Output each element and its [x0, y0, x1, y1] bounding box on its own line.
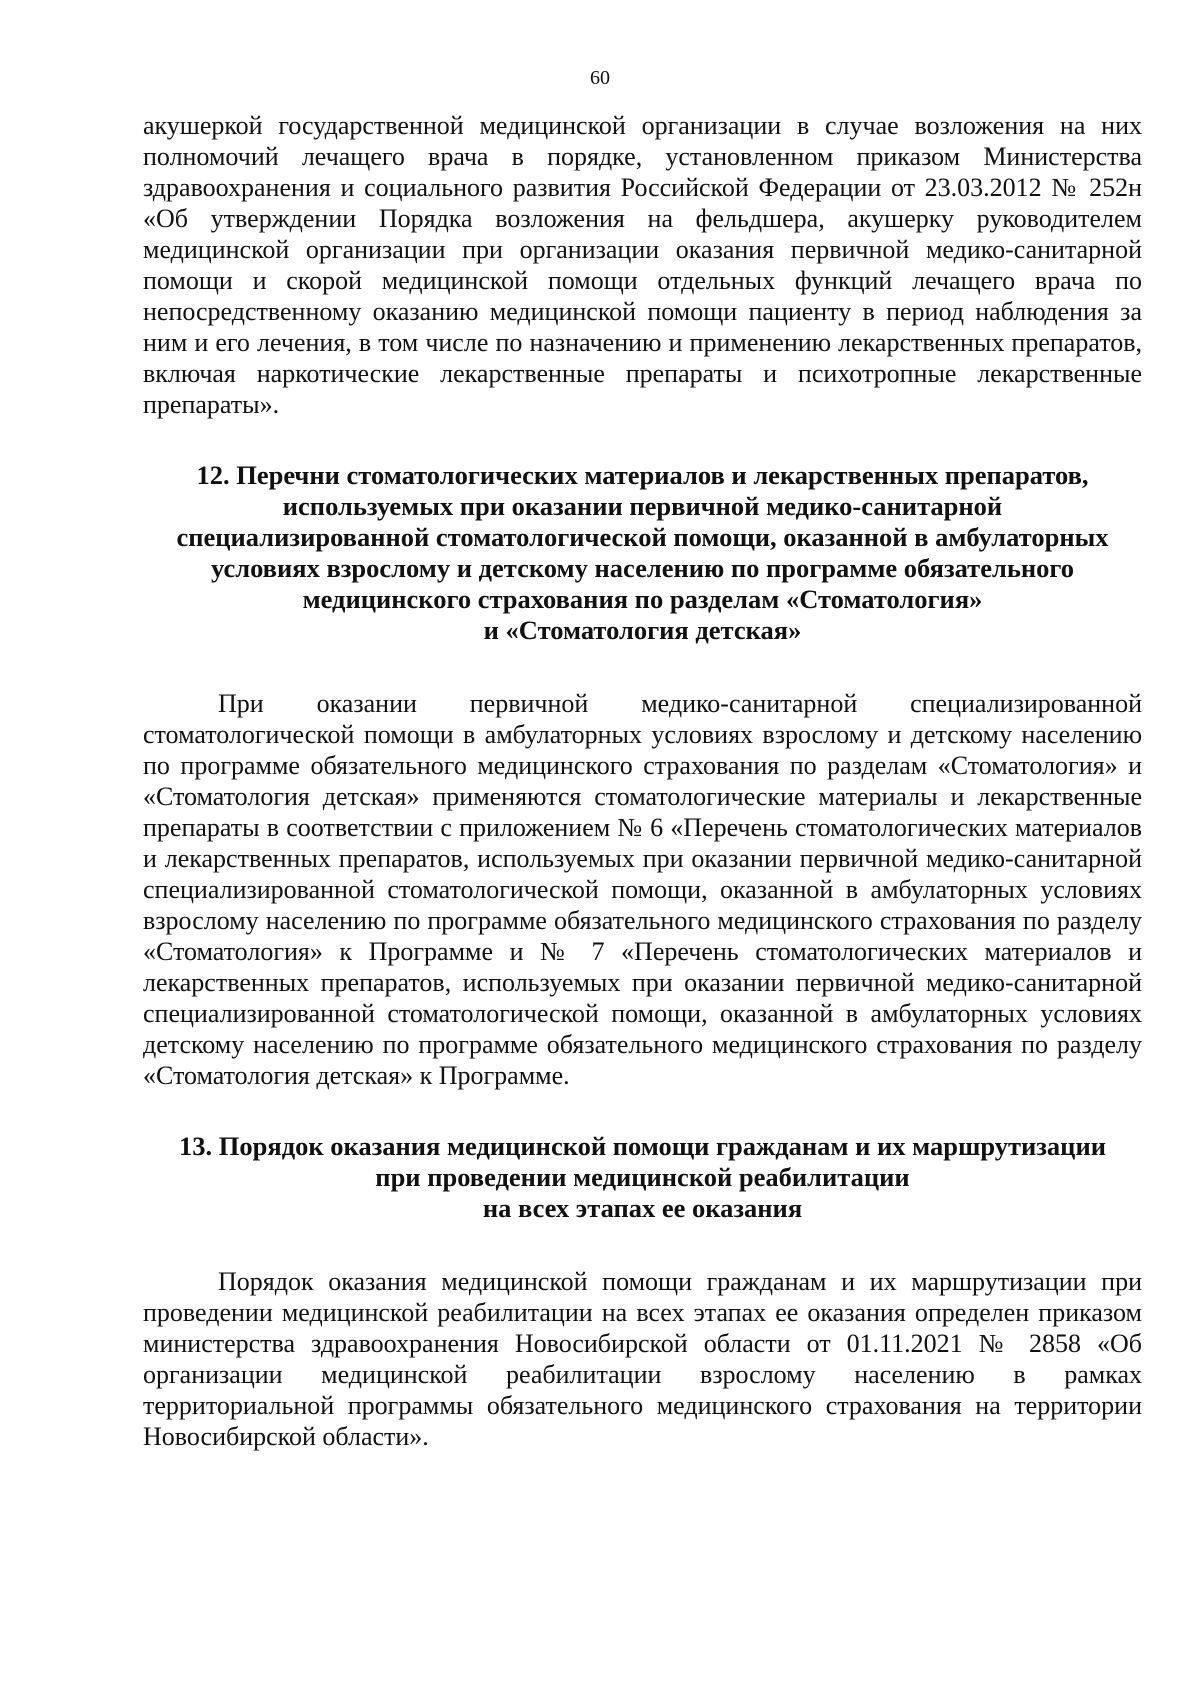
heading-line: специализированной стоматологической помощи, оказанной в амбулаторных [176, 522, 1109, 552]
spacer [143, 1224, 1142, 1266]
page-number: 60 [590, 67, 610, 89]
heading-line: медицинского страхования по разделам «Стоматология» [302, 584, 983, 614]
heading-line: и «Стоматология детская» [483, 615, 802, 645]
spacer [143, 646, 1142, 688]
section-12-heading [143, 460, 1142, 646]
heading-line: на всех этапах ее оказания [482, 1193, 803, 1223]
spacer [143, 1091, 1142, 1131]
heading-line: 13. Порядок оказания медицинской помощи гражданам и их маршрутизации [179, 1131, 1106, 1161]
section-13-heading [143, 1131, 1142, 1224]
spacer [143, 420, 1142, 460]
intro-paragraph: акушеркой государственной медицинской организации в случае возложения на них полномочий лечащего врача в порядке, установленном приказом Министерства здравоохранения и социального развития Российской Федерации от 23.03.2012 № 252н «Об утверждении Порядка возложения на фельдшера, акушерку руководителем медицинской организации при организации оказания первичной медико-санитарной помощи и скорой медицинской помощи отдельных функций лечащего врача по непосредственному оказанию медицинской помощи пациенту в период наблюдения за ним и его лечения, в том числе по назначению и применению лекарственных препаратов, включая наркотические лекарственные препараты и психотропные лекарственные препараты». [143, 111, 1142, 419]
heading-line: используемых при оказании первичной медико-санитарной [282, 491, 1003, 521]
section-12-body: При оказании первичной медико-санитарной специализированной стоматологической помощи в амбулаторных условиях взрослому и детскому населению по программе обязательного медицинского страхования по разделам «Стоматология» и «Стоматология детская» применяются стоматологические материалы и лекарственные препараты в соответствии с приложением № 6 «Перечень стоматологических материалов и лекарственных препаратов, используемых при оказании первичной медико-санитарной специализированной стоматологической помощи, оказанной в амбулаторных условиях взрослому населению по программе обязательного медицинского страхования по разделу «Стоматология» к Программе и № 7 «Перечень стоматологических материалов и лекарственных препаратов, используемых при оказании первичной медико-санитарной специализированной стоматологической помощи, оказанной в амбулаторных условиях детскому населению по программе обязательного медицинского страхования по разделу «Стоматология детская» к Программе. [143, 689, 1142, 1090]
heading-line: 12. Перечни стоматологических материалов и лекарственных препаратов, [196, 460, 1089, 490]
heading-line: при проведении медицинской реабилитации [375, 1162, 910, 1192]
page-content [143, 110, 1142, 1452]
heading-line: условиях взрослому и детскому населению по программе обязательного [211, 553, 1074, 583]
section-13-body: Порядок оказания медицинской помощи гражданам и их маршрутизации при проведении медицинской реабилитации на всех этапах ее оказания определен приказом министерства здравоохранения Новосибирской области от 01.11.2021 № 2858 «Об организации медицинской реабилитации взрослому населению в рамках территориальной программы обязательного медицинского страхования на территории Новосибирской области». [143, 1267, 1142, 1451]
